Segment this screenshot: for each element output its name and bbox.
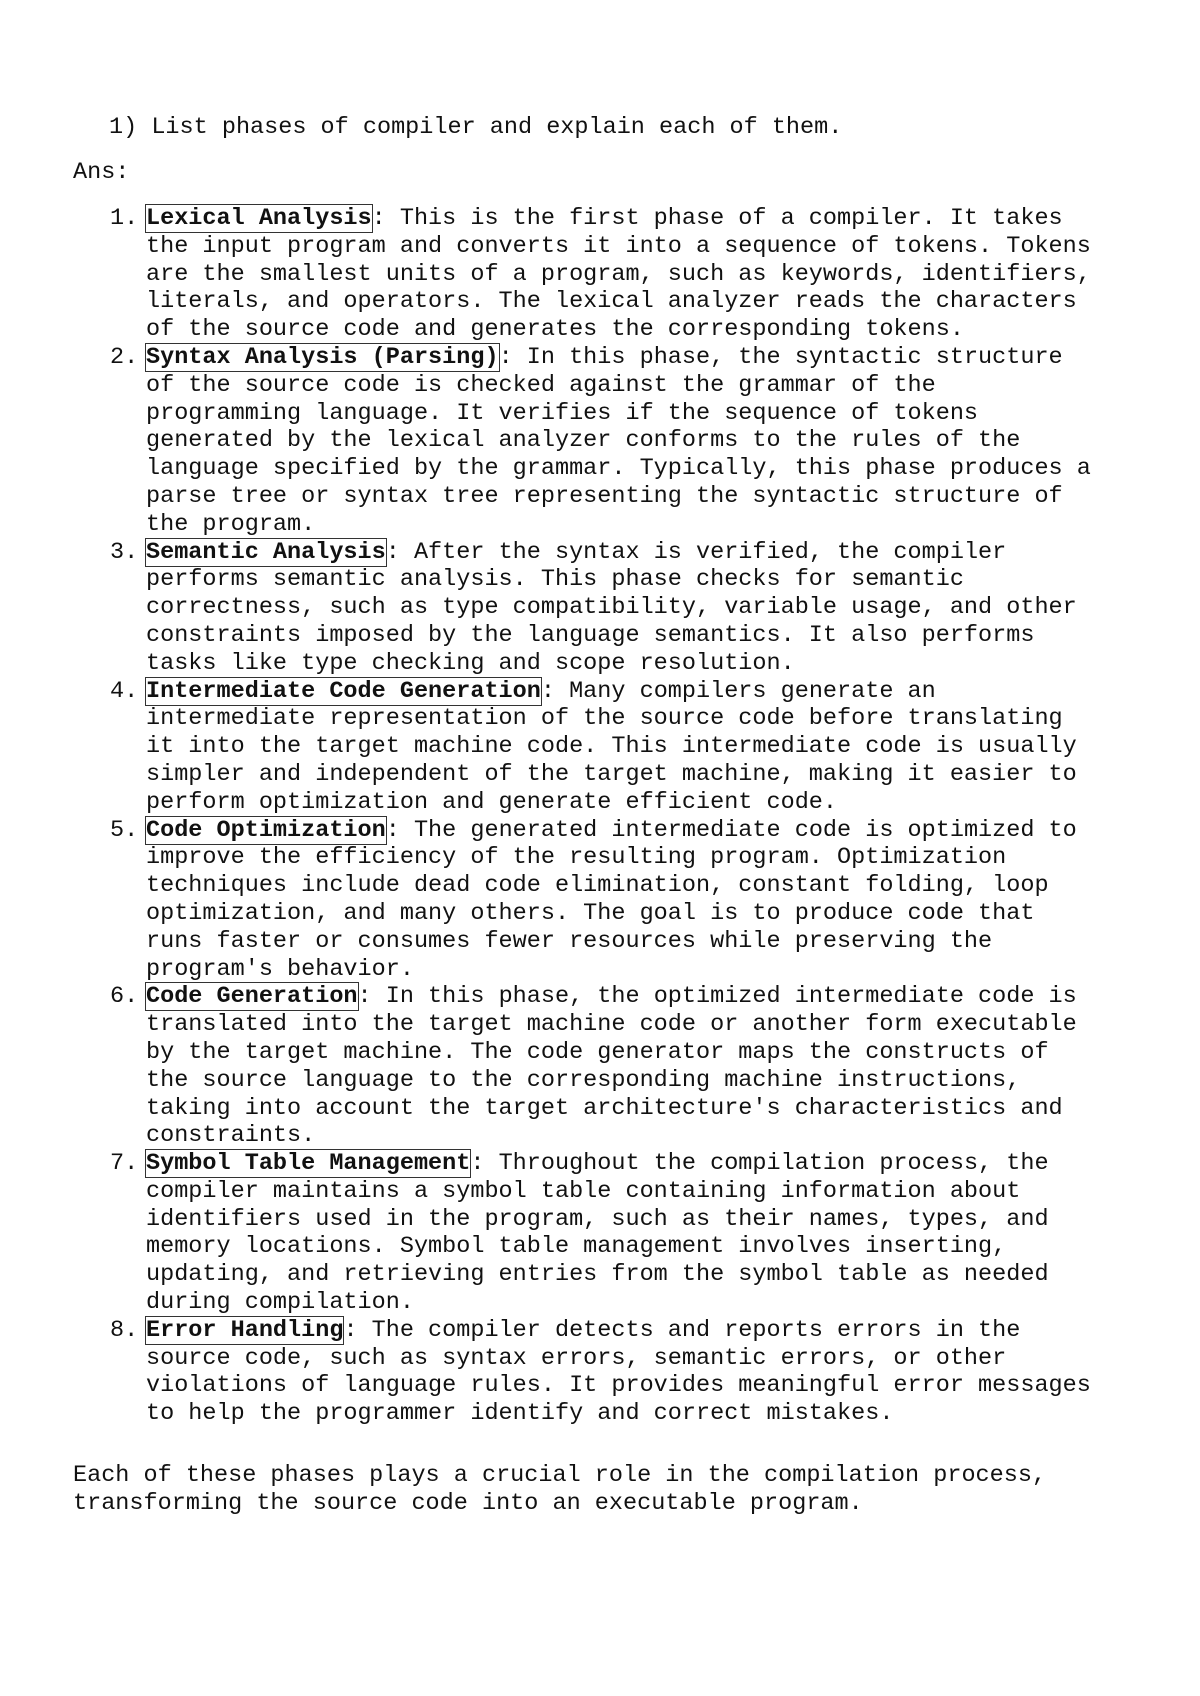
phase-description: : After the syntax is verified, the compiler performs semantic analysis. This phase checks for semantic correctness, such as type compatibility, variable usage, and other constraints imposed by the language semantics. It also performs tasks like type checking and scope resolution.: [146, 538, 1077, 677]
phase-term: Intermediate Code Generation: [146, 677, 541, 705]
phase-term: Symbol Table Management: [146, 1150, 471, 1178]
phase-term: Code Optimization: [146, 816, 386, 844]
phase-description: : The compiler detects and reports errors in the source code, such as syntax errors, semantic errors, or other violations of language rules. It provides meaningful error messages to help the programmer identify and correct mistakes.: [146, 1316, 1091, 1428]
question-number: 1): [109, 114, 138, 141]
phase-term: Syntax Analysis (Parsing): [146, 343, 499, 371]
phase-description: : In this phase, the optimized intermediate code is translated into the target machine code or another form executable by the target machine. The code generator maps the constructs of the source language to the corresponding machine instructions, taking into account the target architecture's characteristics and constraints.: [146, 983, 1077, 1150]
phase-number: 4.: [110, 677, 139, 705]
phase-number: 3.: [110, 538, 139, 566]
phase-number: 6.: [110, 983, 139, 1011]
phase-number: 5.: [110, 816, 139, 844]
phase-number: 1.: [110, 205, 139, 232]
phase-number: 8.: [110, 1316, 139, 1344]
phase-item-lexical-analysis: [110, 205, 1140, 344]
phase-term: Semantic Analysis: [146, 538, 386, 566]
phase-item-intermediate-code-generation: [110, 678, 1140, 817]
answer-label: Ans:: [73, 159, 130, 186]
phase-list: [110, 205, 1140, 1428]
question-text: List phases of compiler and explain each of them.: [151, 114, 843, 141]
phase-term: Code Generation: [146, 983, 358, 1011]
phase-term: Lexical Analysis: [146, 205, 372, 232]
phase-description: : Throughout the compilation process, the compiler maintains a symbol table containing information about identifiers used in the program, such as their names, types, and memory locations. Symbol table management involves inserting, updating, and retrieving entries from the symbol table as needed during compilation.: [146, 1150, 1049, 1317]
phase-number: 7.: [110, 1150, 139, 1178]
phase-item-syntax-analysis: [110, 344, 1140, 539]
phase-description: : In this phase, the syntactic structure of the source code is checked against the grammar of the programming language. It verifies if the sequence of tokens generated by the lexical analyzer conforms to the rules of the language specified by the grammar. Typically, this phase produces a parse tree or syntax tree representing the syntactic structure of the program.: [146, 343, 1091, 538]
phase-description: : The generated intermediate code is optimized to improve the efficiency of the resulting program. Optimization techniques include dead code elimination, constant folding, loop optimization, and many others. The goal is to produce code that runs faster or consumes fewer resources while preserving the program's behavior.: [146, 816, 1077, 983]
phase-item-semantic-analysis: [110, 539, 1140, 678]
phase-description: : This is the first phase of a compiler. It takes the input program and converts it into a sequence of tokens. Tokens are the smallest units of a program, such as keywords, identifiers, literals, and operators. The lexical analyzer reads the characters of the source code and generates the corresponding tokens.: [146, 205, 1091, 344]
phase-item-code-generation: [110, 983, 1140, 1150]
phase-term: Error Handling: [146, 1316, 344, 1344]
question-line: [109, 114, 842, 142]
phase-number: 2.: [110, 343, 139, 371]
phase-item-code-optimization: [110, 817, 1140, 984]
conclusion-paragraph: Each of these phases plays a crucial role in the compilation process, transforming the source code into an executable program.: [73, 1462, 1047, 1517]
phase-description: : Many compilers generate an intermediate representation of the source code before translating it into the target machine code. This intermediate code is usually simpler and independent of the target machine, making it easier to perform optimization and generate efficient code.: [146, 677, 1077, 816]
phase-item-symbol-table-management: [110, 1150, 1140, 1317]
phase-item-error-handling: [110, 1317, 1140, 1428]
